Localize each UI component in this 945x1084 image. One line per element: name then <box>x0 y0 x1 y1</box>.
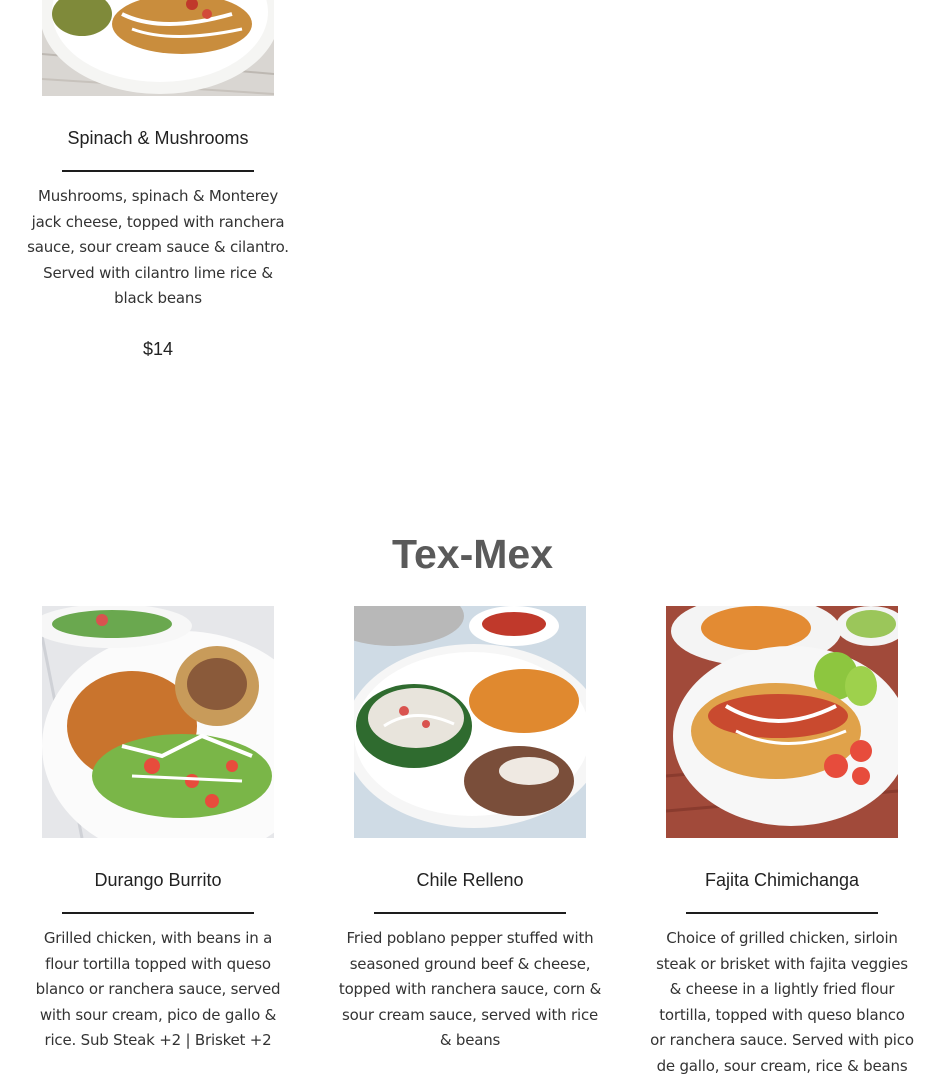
durango-burrito-divider <box>62 912 254 914</box>
featured-divider <box>62 170 254 172</box>
chile-relleno-plate-photo-icon <box>354 606 586 838</box>
burrito-plate-photo-icon <box>42 606 274 838</box>
fajita-chimichanga-title: Fajita Chimichanga <box>704 870 860 890</box>
fajita-chimichanga-description: Choice of grilled chicken, sirloin steak or brisket with fajita veggies & cheese in a lightly fried flour tortilla, topped with queso blanco or ranchera sauce. Served with pico de gallo, sour cream, rice & beans <box>650 929 914 1075</box>
chimichanga-plate-photo-icon <box>666 606 898 838</box>
fajita-chimichanga-divider <box>686 912 878 914</box>
chile-relleno-title: Chile Relleno <box>416 870 524 890</box>
chile-relleno-divider <box>374 912 566 914</box>
featured-dish-description: Mushrooms, spinach & Monterey jack cheese, topped with ranchera sauce, sour cream sauce & cilantro. Served with cilantro lime rice & black beans <box>27 187 289 307</box>
fajita-chimichanga-photo[interactable] <box>666 606 898 838</box>
durango-burrito-description: Grilled chicken, with beans in a flour tortilla topped with queso blanco or ranchera sauce, served with sour cream, pico de gallo & rice. Sub Steak +2 | Brisket +2 <box>35 929 281 1049</box>
featured-dish-price: $14 <box>142 339 174 359</box>
durango-burrito-photo[interactable] <box>42 606 274 838</box>
chile-relleno-photo[interactable] <box>354 606 586 838</box>
chile-relleno-description: Fried poblano pepper stuffed with seasoned ground beef & cheese, topped with ranchera sauce, corn & sour cream sauce, served with rice & beans <box>338 929 602 1049</box>
spinach-mushrooms-photo[interactable] <box>42 0 274 96</box>
featured-dish-title: Spinach & Mushrooms <box>67 128 249 148</box>
section-title-tex-mex: Tex-Mex <box>391 531 554 577</box>
durango-burrito-title: Durango Burrito <box>94 870 222 890</box>
enchilada-plate-photo-icon <box>42 0 274 96</box>
